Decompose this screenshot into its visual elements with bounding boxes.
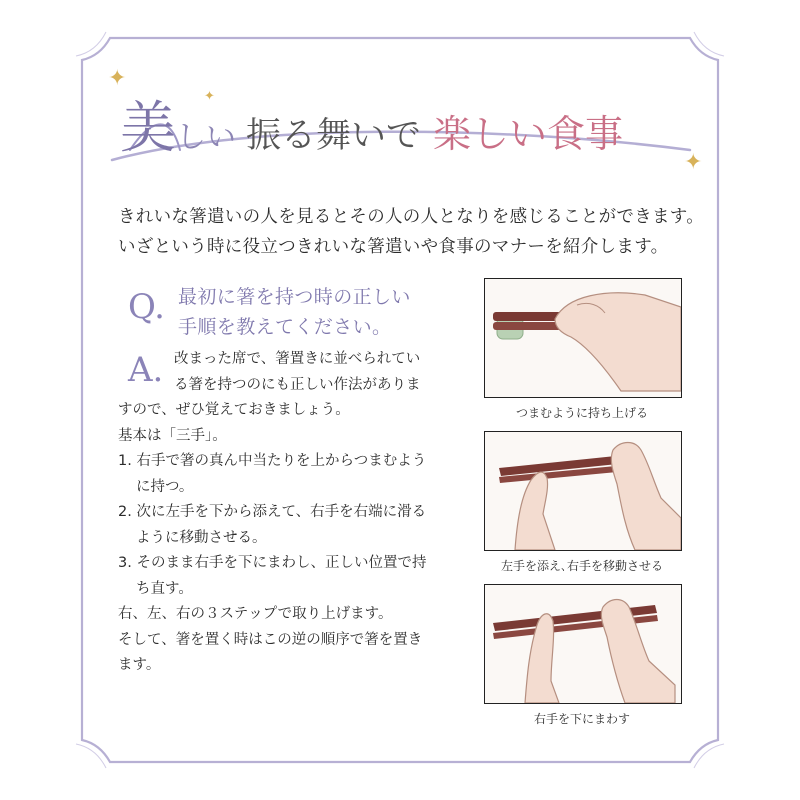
answer-text bbox=[118, 347, 468, 679]
answer-line: 基本は「三手」。 bbox=[118, 427, 227, 444]
photo-caption: 右手を下にまわす bbox=[533, 712, 630, 726]
answer-line: そして、箸を置く時はこの逆の順序で箸を置き bbox=[118, 631, 423, 648]
intro-line: いざという時に役立つきれいな箸遣いや食事のマナーを紹介します。 bbox=[118, 237, 669, 257]
intro-line: きれいな箸遣いの人を見るとその人の人となりを感じることができます。 bbox=[118, 207, 704, 227]
intro-text bbox=[118, 202, 704, 262]
answer-letter: A. bbox=[128, 350, 164, 390]
answer-step-cont: ち直す。 bbox=[136, 580, 193, 597]
hand-pinching-chopsticks-photo bbox=[484, 278, 682, 398]
question-letter: Q. bbox=[128, 287, 165, 327]
answer-line: すので、ぜひ覚えておきましょう。 bbox=[118, 402, 350, 418]
photo-caption: 左手を添え､右手を移動させる bbox=[500, 559, 663, 573]
answer-step-cont: に持つ。 bbox=[136, 478, 194, 495]
sparkle-icon: ✦ bbox=[204, 89, 215, 104]
answer-line: ます。 bbox=[118, 657, 161, 673]
answer-line: 右、左、右の３ステップで取り上げます。 bbox=[118, 606, 393, 622]
answer-step-cont: ように移動させる。 bbox=[136, 529, 267, 546]
sparkle-icon: ✦ bbox=[684, 150, 703, 175]
answer-step: 1. 右手で箸の真ん中当たりを上からつまむよう bbox=[118, 453, 427, 469]
title-part3: 楽しい食事 bbox=[433, 112, 624, 156]
question-text bbox=[178, 282, 468, 342]
answer-line: 改まった席で、箸置きに並べられてい bbox=[174, 351, 421, 367]
left-hand-support-photo bbox=[484, 431, 682, 551]
answer-step: 2. 次に左手を下から添えて、右手を右端に滑る bbox=[118, 504, 427, 520]
page-title bbox=[120, 84, 623, 164]
photo-caption: つまむように持ち上げる bbox=[515, 406, 648, 420]
sparkle-icon: ✦ bbox=[108, 66, 127, 91]
title-part2: 振る舞いで bbox=[246, 116, 422, 156]
right-hand-under-photo bbox=[484, 584, 682, 704]
answer-step: 3. そのまま右手を下にまわし、正しい位置で持 bbox=[118, 555, 427, 571]
title-part1-small: しい bbox=[176, 120, 236, 155]
answer-line: る箸を持つのにも正しい作法がありま bbox=[174, 376, 421, 393]
title-part1-big: 美 bbox=[120, 96, 176, 161]
question-line: 手順を教えてください。 bbox=[178, 316, 392, 338]
question-line: 最初に箸を持つ時の正しい bbox=[178, 286, 411, 308]
